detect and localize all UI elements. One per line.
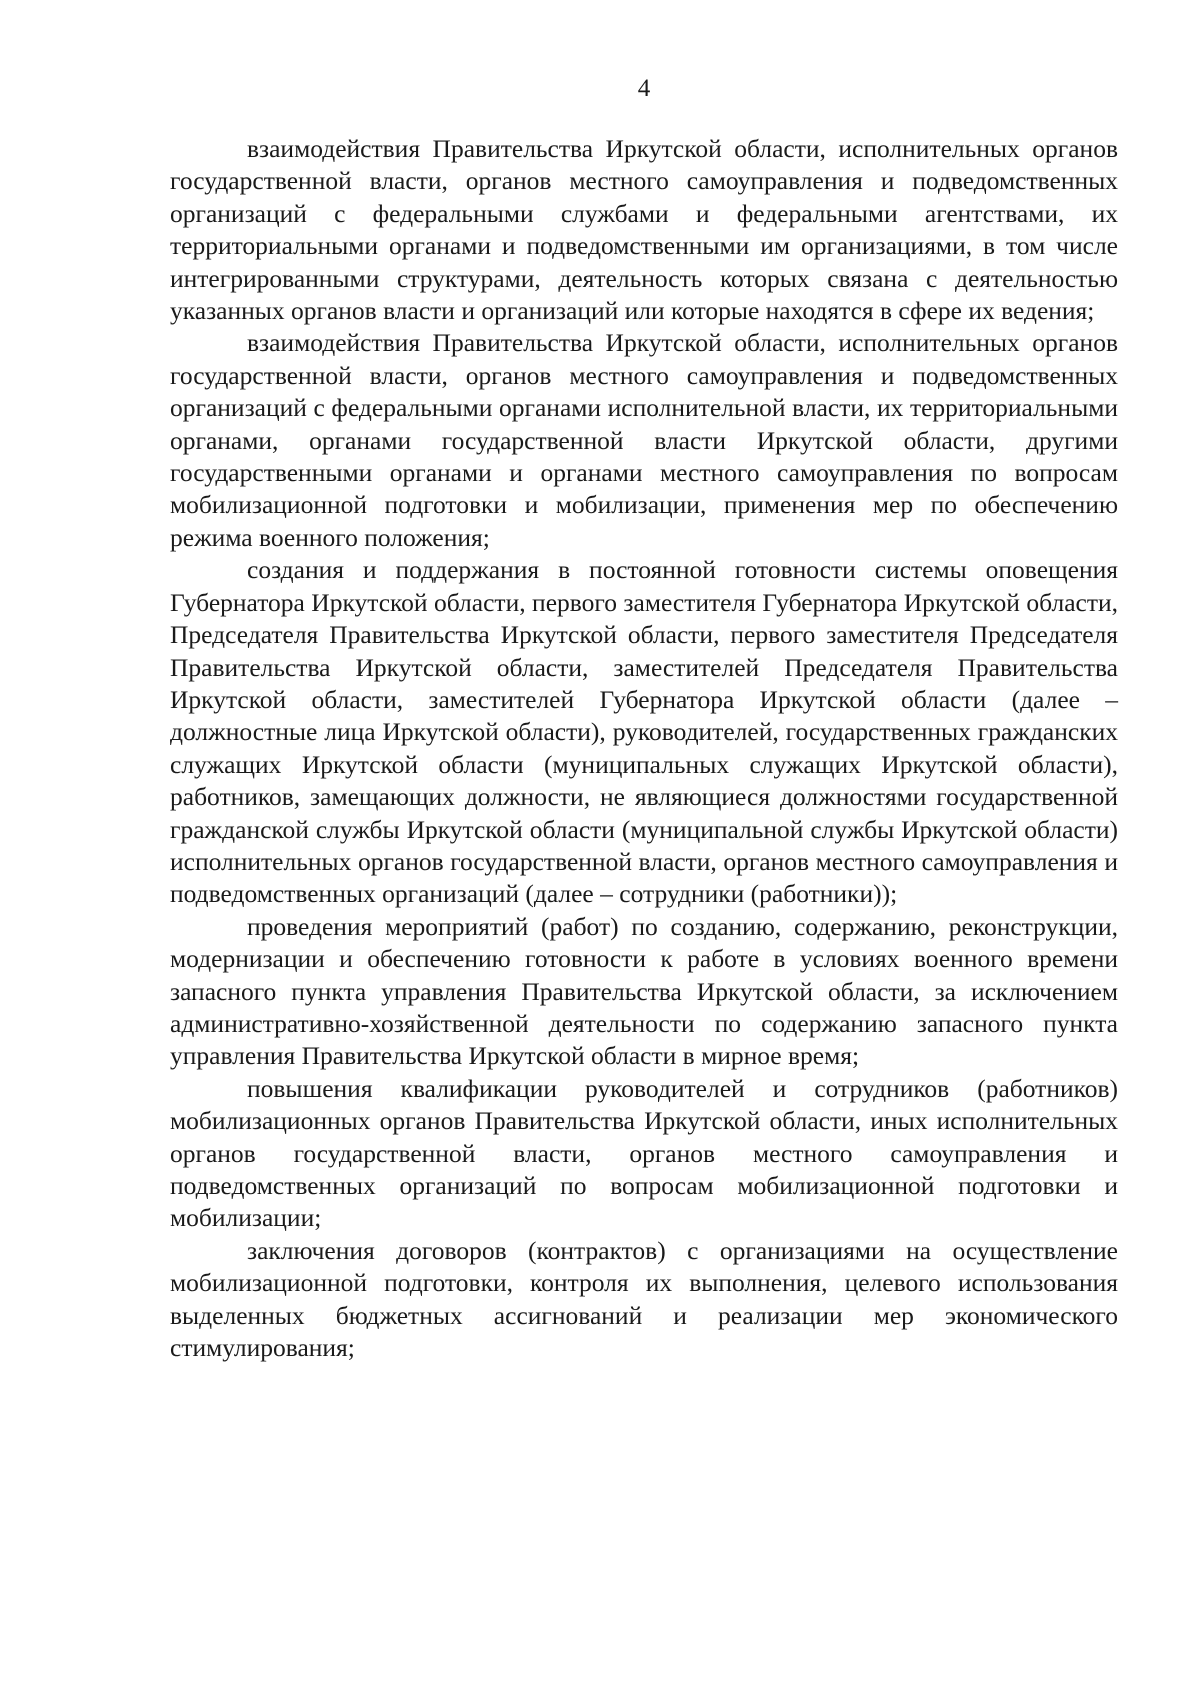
paragraph-contracts: заключения договоров (контрактов) с организациями на осуществление мобилизационной подготовки, контроля их выполнения, целевого использования выделенных бюджетных ассигнований и реализации мер экономического стимулирования; [170,1235,1118,1363]
document-body [170,133,1118,1364]
paragraph-interaction-federal-services: взаимодействия Правительства Иркутской области, исполнительных органов государственной власти, органов местного самоуправления и подведомственных организаций с федеральными службами и федеральными агентствами, их территориальными органами и подведомственными им организациями, в том числе интегрированными структурами, деятельность которых связана с деятельностью указанных органов власти и организаций или которые находятся в сфере их ведения; [170,134,1118,326]
paragraph-reserve-control-point: проведения мероприятий (работ) по созданию, содержанию, реконструкции, модернизации и обеспечению готовности к работе в условиях военного времени запасного пункта управления Правительства Иркутской области, за исключением административно-хозяйственной деятельности по содержанию запасного пункта управления Правительства Иркутской области в мирное время; [170,911,1118,1071]
paragraph-interaction-federal-executive-bodies: взаимодействия Правительства Иркутской области, исполнительных органов государственной власти, органов местного самоуправления и подведомственных организаций с федеральными органами исполнительной власти, их территориальными органами, органами государственной власти Иркутской области, другими государственными органами и органами местного самоуправления по вопросам мобилизационной подготовки и мобилизации, применения мер по обеспечению режима военного положения; [170,328,1118,552]
paragraph-notification-system: создания и поддержания в постоянной готовности системы оповещения Губернатора Иркутской области, первого заместителя Губернатора Иркутской области, Председателя Правительства Иркутской области, первого заместителя Председателя Правительства Иркутской области, заместителей Председателя Правительства Иркутской области, заместителей Губернатора Иркутской области (далее – должностные лица Иркутской области), руководителей, государственных гражданских служащих Иркутской области (муниципальных служащих Иркутской области), работников, замещающих должности, не являющиеся должностями государственной гражданской службы Иркутской области (муниципальной службы Иркутской области) исполнительных органов государственной власти, органов местного самоуправления и подведомственных организаций (далее – сотрудники (работники)); [170,555,1118,909]
page-number: 4 [637,75,651,102]
paragraph-qualification-improvement: повышения квалификации руководителей и сотрудников (работников) мобилизационных органов Правительства Иркутской области, иных исполнительных органов государственной власти, органов местного самоуправления и подведомственных организаций по вопросам мобилизационной подготовки и мобилизации; [170,1073,1118,1233]
